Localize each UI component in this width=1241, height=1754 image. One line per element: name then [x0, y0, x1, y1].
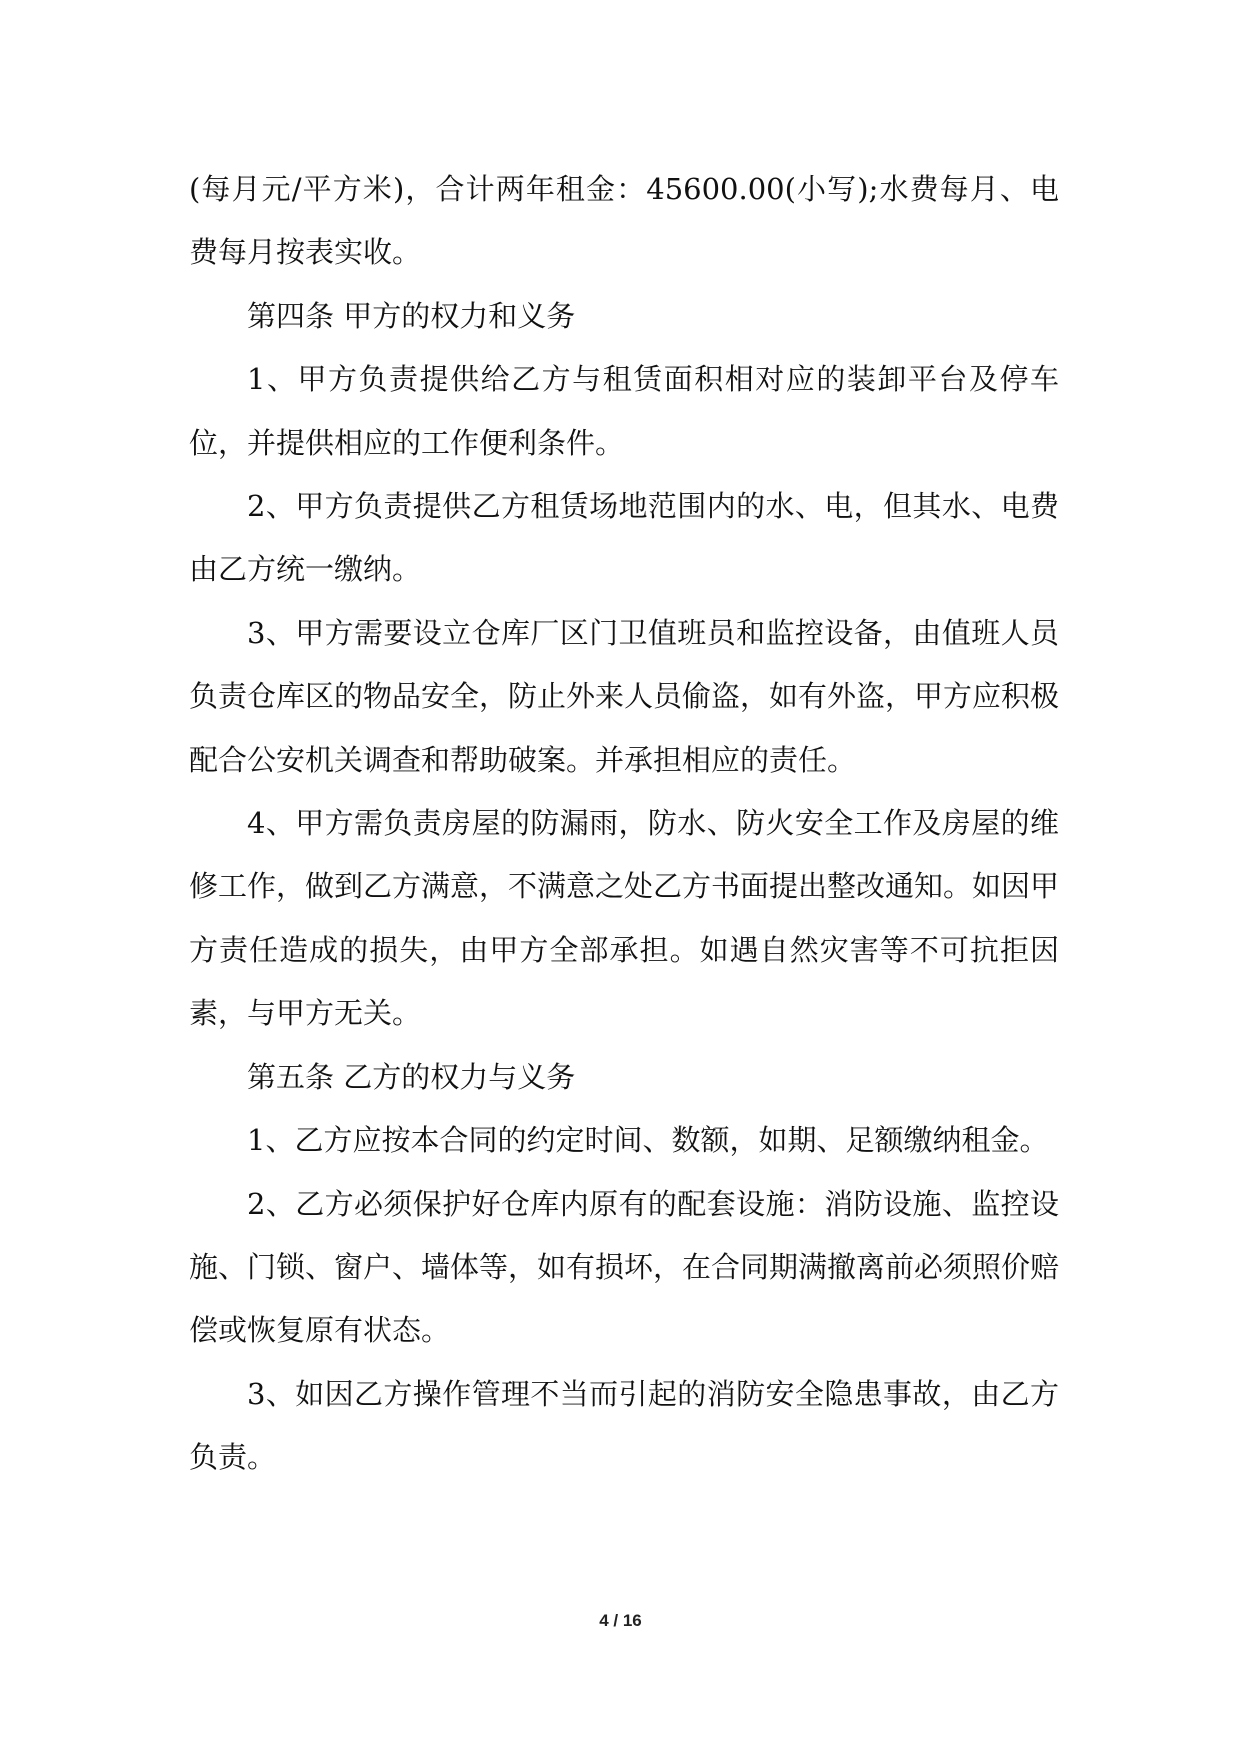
section-heading-article-5: 第五条 乙方的权力与义务: [247, 1059, 576, 1094]
document-body: [189, 158, 1059, 1490]
paragraph-party-a-item-1: 1、甲方负责提供给乙方与租赁面积相对应的装卸平台及停车位，并提供相应的工作便利条件。: [189, 362, 1059, 460]
page-number: 4 / 16: [599, 1611, 642, 1630]
paragraph-party-a-item-2: 2、甲方负责提供乙方租赁场地范围内的水、电，但其水、电费由乙方统一缴纳。: [189, 489, 1059, 587]
paragraph-party-a-item-4: 4、甲方需负责房屋的防漏雨，防水、防火安全工作及房屋的维修工作，做到乙方满意，不满意之处乙方书面提出整改通知。如因甲方责任造成的损失，由甲方全部承担。如遇自然灾害等不可抗拒因素，与甲方无关。: [189, 806, 1060, 1031]
paragraph-party-a-item-3: 3、甲方需要设立仓库厂区门卫值班员和监控设备，由值班人员负责仓库区的物品安全，防止外来人员偷盗，如有外盗，甲方应积极配合公安机关调查和帮助破案。并承担相应的责任。: [189, 615, 1060, 777]
section-heading-article-4: 第四条 甲方的权力和义务: [247, 298, 576, 333]
paragraph-party-b-item-1: 1、乙方应按本合同的约定时间、数额，如期、足额缴纳租金。: [247, 1123, 1049, 1158]
paragraph-party-b-item-2: 2、乙方必须保护好仓库内原有的配套设施：消防设施、监控设施、门锁、窗户、墙体等，如有损坏，在合同期满撤离前必须照价赔偿或恢复原有状态。: [189, 1186, 1060, 1348]
paragraph-party-b-item-3: 3、如因乙方操作管理不当而引起的消防安全隐患事故，由乙方负责。: [189, 1376, 1059, 1475]
paragraph-rent-total: (每月元/平方米)，合计两年租金：45600.00(小写);水费每月、电费每月按表实收。: [189, 172, 1059, 270]
